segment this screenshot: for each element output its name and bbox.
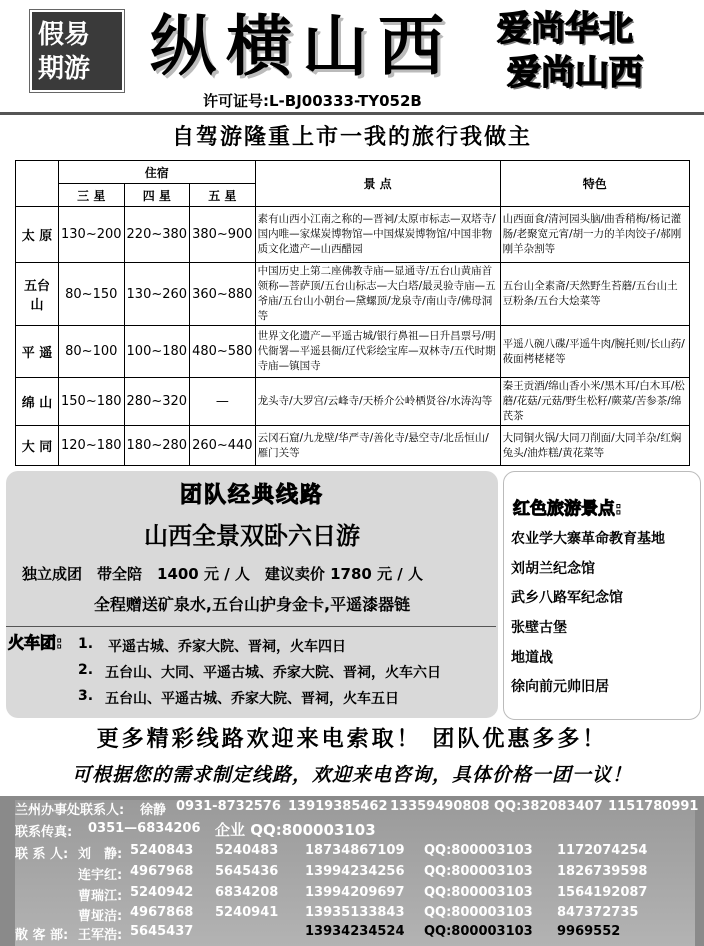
city-cell: 大 同 [16, 426, 59, 466]
contact-name: 连宇红: [78, 868, 123, 883]
sights-cell: 世界文化遗产—平遥古城/银行鼻祖—日升昌票号/明代衙署—平遥县衙/辽代彩绘宝库—双林寺/五代时期寺庙—镇国寺 [255, 326, 500, 378]
price-5star: 360~880 [190, 263, 256, 326]
header-star3: 三 星 [59, 184, 125, 207]
contact-mobile: 13994234256 [305, 864, 405, 879]
lanzhou-phone: 13919385462 [288, 799, 388, 814]
header-divider [0, 112, 704, 115]
lanzhou-label: 兰州办事处联系人: [15, 803, 125, 818]
logo-line2: 期游 [38, 54, 91, 84]
retail-label: 散 客 部: [15, 928, 69, 943]
contact-label: 联 系 人: [15, 847, 69, 862]
contact-tel: 4967968 [130, 864, 194, 879]
train-divider [6, 626, 496, 627]
logo [30, 10, 124, 92]
price-3star: 150~180 [59, 378, 125, 426]
contact-qq: QQ:800003103 [424, 885, 533, 900]
contact-tel: 5240843 [130, 843, 194, 858]
red-tourism-item: 地道战 [511, 650, 553, 666]
price-3star: 130~200 [59, 207, 125, 263]
price-table [15, 160, 690, 466]
corp-qq: 企业 QQ:800003103 [215, 821, 376, 839]
contact-qq: QQ:800003103 [424, 843, 533, 858]
slogan-line2: 爱尚山西 [507, 53, 643, 93]
header-lodging: 住宿 [59, 161, 256, 184]
header-star5: 五 星 [190, 184, 256, 207]
tour-section-title: 团队经典线路 [179, 483, 324, 508]
price-4star: 180~280 [124, 426, 190, 466]
contact-tel: 6834208 [215, 885, 279, 900]
price-5star: 380~900 [190, 207, 256, 263]
train-route: 五台山、大同、平遥古城、乔家大院、晋祠，火车六日 [105, 665, 441, 681]
price-3star: 80~100 [59, 326, 125, 378]
contact-tel: 5240941 [215, 905, 279, 920]
tour-price-info: 独立成团 带全陪 1400 元 / 人 建议卖价 1780 元 / 人 [22, 565, 424, 583]
contact-tel: 5240483 [215, 843, 279, 858]
price-3star: 120~180 [59, 426, 125, 466]
red-tourism-item: 农业学大寨革命教育基地 [511, 531, 665, 547]
tour-gift: 全程赠送矿泉水,五台山护身金卡,平遥漆器链 [93, 595, 411, 614]
table-row [16, 426, 690, 466]
price-3star: 80~150 [59, 263, 125, 326]
lanzhou-name: 徐静 [140, 803, 167, 818]
sights-cell: 云冈石窟/九龙壁/华严寺/善化寺/悬空寺/北岳恒山/雁门关等 [255, 426, 500, 466]
train-tour-label: 火车团: [8, 633, 63, 652]
slogan-line1: 爱尚华北 [497, 9, 633, 49]
city-cell: 平 遥 [16, 326, 59, 378]
contact-extra: 1826739598 [557, 864, 648, 879]
lanzhou-qq: QQ:382083407 [494, 799, 603, 814]
contact-name: 曹垭洁: [78, 909, 123, 924]
city-cell: 五台山 [16, 263, 59, 326]
features-cell: 大同铜火锅/大同刀削面/大同羊杂/红焖兔头/油炸糕/黄花菜等 [500, 426, 689, 466]
city-cell: 绵 山 [16, 378, 59, 426]
price-4star: 220~380 [124, 207, 190, 263]
contact-qq: QQ:800003103 [424, 864, 533, 879]
header-features: 特色 [500, 161, 689, 207]
table-corner [16, 161, 59, 207]
contact-tel: 4967868 [130, 905, 194, 920]
header-star4: 四 星 [124, 184, 190, 207]
red-tourism-item: 张壁古堡 [511, 620, 567, 636]
train-route: 平遥古城、乔家大院、晋祠，火车四日 [108, 639, 346, 655]
train-route-number: 2. [78, 662, 94, 678]
sights-cell: 龙头寺/大罗宫/云峰寺/天桥介公岭栖贤谷/水涛沟等 [255, 378, 500, 426]
retail-tel: 5645437 [130, 924, 194, 939]
sights-cell: 素有山西小江南之称的—晋祠/太原市标志—双塔寺/国内唯—家煤炭博物馆—中国煤炭博物馆/中国非物质文化遗产—山西醋园 [255, 207, 500, 263]
price-4star: 280~320 [124, 378, 190, 426]
retail-qq: QQ:800003103 [424, 924, 533, 939]
fax-label: 联系传真: [15, 825, 73, 840]
retail-name: 王军浩: [78, 928, 123, 943]
red-tourism-item: 徐向前元帅旧居 [511, 679, 609, 695]
red-tourism-title: 红色旅游景点: [513, 499, 622, 519]
table-row [16, 378, 690, 426]
contact-name: 曹瑞江: [78, 889, 123, 904]
price-5star: — [190, 378, 256, 426]
tour-name: 山西全景双卧六日游 [144, 521, 360, 550]
logo-line1: 假易 [38, 20, 91, 50]
features-cell: 五台山全素斋/天然野生苔蘑/五台山土豆粉条/五台大烩菜等 [500, 263, 689, 326]
price-4star: 100~180 [124, 326, 190, 378]
contact-name: 刘 静: [78, 847, 123, 862]
license-number: 许可证号:L-BJ00333-TY052B [203, 92, 422, 110]
sights-cell: 中国历史上第二座佛教寺庙—显通寺/五台山黄庙首领称—菩萨顶/五台山标志—大白塔/最灵验寺庙—五爷庙/五台山小朝台—黛螺顶/龙泉寺/南山寺/佛母洞等 [255, 263, 500, 326]
table-row [16, 263, 690, 326]
contact-extra: 1172074254 [557, 843, 648, 858]
contact-mobile: 18734867109 [305, 843, 405, 858]
red-tourism-item: 武乡八路军纪念馆 [511, 590, 623, 606]
retail-extra: 9969552 [557, 924, 621, 939]
features-cell: 平遥八碗八碟/平遥牛肉/腕托则/长山药/莜面栲栳栳等 [500, 326, 689, 378]
contact-extra: 1564192087 [557, 885, 648, 900]
header-sights: 景 点 [255, 161, 500, 207]
train-route: 五台山、平遥古城、乔家大院、晋祠，火车五日 [105, 691, 399, 707]
lanzhou-phone: 1151780991 [608, 799, 699, 814]
page-title: 纵横山西 [150, 7, 454, 85]
contact-mobile: 13994209697 [305, 885, 405, 900]
promo-line2: 可根据您的需求制定线路，欢迎来电咨询，具体价格一团一议！ [71, 764, 632, 786]
fax-number: 0351—6834206 [88, 821, 201, 836]
city-cell: 太 原 [16, 207, 59, 263]
features-cell: 秦王贡酒/绵山香小米/黑木耳/白木耳/松蘑/花菇/元菇/野生松籽/蕨菜/苦参茶/绵芪茶 [500, 378, 689, 426]
lanzhou-phone: 0931-8732576 [176, 799, 281, 814]
price-5star: 260~440 [190, 426, 256, 466]
price-5star: 480~580 [190, 326, 256, 378]
table-row [16, 326, 690, 378]
lanzhou-phone: 13359490808 [390, 799, 490, 814]
contact-tel: 5240942 [130, 885, 194, 900]
contact-extra: 847372735 [557, 905, 639, 920]
contact-tel: 5645436 [215, 864, 279, 879]
section-subtitle: 自驾游隆重上市一我的旅行我做主 [171, 125, 532, 150]
train-route-number: 3. [78, 688, 94, 704]
price-4star: 130~260 [124, 263, 190, 326]
red-tourism-item: 刘胡兰纪念馆 [511, 561, 595, 577]
table-row [16, 207, 690, 263]
features-cell: 山西面食/清河园头脑/曲香稍梅/杨记灌肠/老聚宽元宵/胡一力的羊肉饺子/郝刚刚羊杂割等 [500, 207, 689, 263]
contact-mobile: 13935133843 [305, 905, 405, 920]
contact-qq: QQ:800003103 [424, 905, 533, 920]
train-route-number: 1. [78, 636, 94, 652]
promo-line1: 更多精彩线路欢迎来电索取！ 团队优惠多多！ [96, 727, 608, 752]
retail-mobile: 13934234524 [305, 924, 405, 939]
